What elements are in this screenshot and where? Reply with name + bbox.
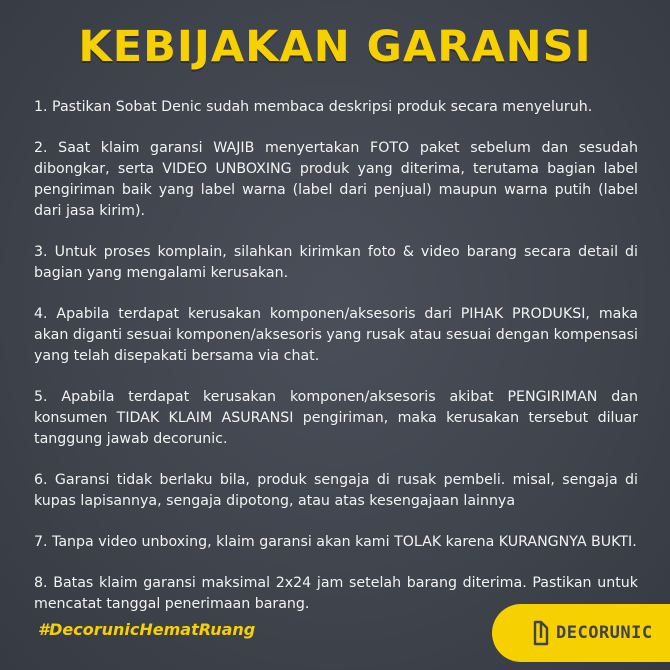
rule-item: 6. Garansi tidak berlaku bila, produk sengaja di rusak pembeli. misal, sengaja di kupas lapisannya, sengaja dipotong, atau atas kesengajaan lainnya (34, 472, 638, 509)
rule-item: 5. Apabila terdapat kerusakan komponen/aksesoris akibat PENGIRIMAN dan konsumen TIDAK KLAIM ASURANSI pengiriman, maka kerusakan tersebut diluar tanggung jawab decorunic. (34, 389, 638, 447)
page-title: KEBIJAKAN GARANSI (78, 22, 592, 72)
brand-name: DECORUNIC (556, 623, 653, 643)
rule-item: 1. Pastikan Sobat Denic sudah membaca deskripsi produk secara menyeluruh. (34, 99, 593, 115)
rule-item: 2. Saat klaim garansi WAJIB menyertakan FOTO paket sebelum dan sesudah dibongkar, serta VIDEO UNBOXING produk yang diterima, terutama bagian label pengiriman baik yang label warna (label dari penjual) maupun warna putih (label dari jasa kirim). (34, 140, 638, 219)
hashtag: #DecorunicHematRuang (38, 620, 256, 639)
decorunic-logo-icon (532, 618, 550, 648)
rule-item: 8. Batas klaim garansi maksimal 2x24 jam setelah barang diterima. Pastikan untuk mencatat tanggal penerimaan barang. (34, 575, 638, 612)
warranty-rules-list (34, 97, 638, 635)
rule-item: 3. Untuk proses komplain, silahkan kirimkan foto & video barang secara detail di bagian yang mengalami kerusakan. (34, 244, 638, 281)
rule-item: 7. Tanpa video unboxing, klaim garansi akan kami TOLAK karena KURANGNYA BUKTI. (34, 534, 637, 550)
rule-item: 4. Apabila terdapat kerusakan komponen/aksesoris dari PIHAK PRODUKSI, maka akan diganti sesuai komponen/aksesoris yang rusak atau sesuai dengan kompensasi yang telah disepakati bersama via chat. (34, 306, 638, 364)
brand-badge (492, 604, 670, 662)
